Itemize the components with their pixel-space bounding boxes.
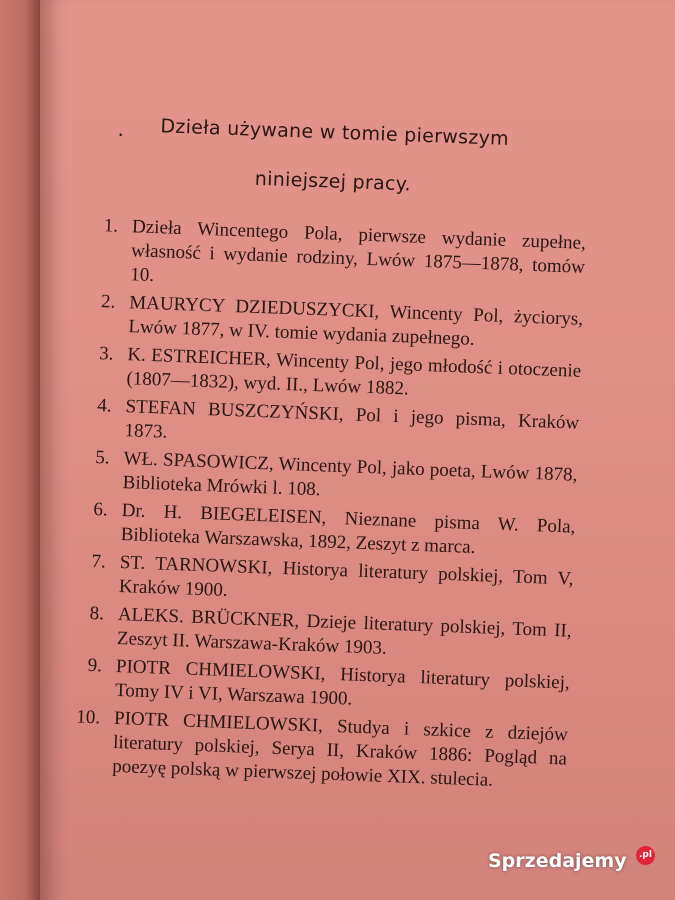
- entry-text: MAURYCY DZIEDUSZYCKI, Wincenty Pol, życiorys, Lwów 1877, w IV. tomie wydania zupełnego.: [128, 292, 584, 350]
- list-item: [66, 705, 568, 795]
- entry-text: Dr. H. BIEGELEISEN, Nieznane pisma W. Pola, Biblioteka Warszawska, 1892, Zeszyt z marca.: [120, 500, 576, 559]
- entry-text: ALEKS. BRÜCKNER, Dzieje literatury polskiej, Tom II, Zeszyt II. Warszawa-Kraków 1903.: [116, 603, 572, 659]
- watermark-brand: Sprzedajemy: [488, 850, 627, 872]
- entry-number: 1.: [103, 215, 119, 237]
- entry-number: 5.: [94, 447, 111, 469]
- entry-text: PIOTR CHMIELOWSKI, Studya i szkice z dziejów literatury polskiej, Serya II, Kraków 1886: Pogląd na poezyę polską w pierwszej połowie XIX. stulecia.: [111, 707, 569, 791]
- entry-number: 4.: [96, 395, 112, 417]
- entry-text: STEFAN BUSZCZYŃSKI, Pol i jego pisma, Kraków 1873.: [124, 396, 580, 443]
- heading-line-2: niniejszej pracy.: [254, 167, 412, 196]
- entry-number: 2.: [100, 291, 116, 313]
- entry-number: 10.: [75, 706, 101, 729]
- entry-text: K. ESTREICHER, Wincenty Pol, jego młodość i otoczenie (1807—1832), wyd. II., Lwów 1882.: [126, 344, 582, 400]
- heading-line-1: Dzieła używane w tomie pierwszym: [160, 115, 510, 150]
- watermark-logo: [488, 850, 652, 872]
- bibliography-list: [66, 214, 586, 800]
- entry-text: ST. TARNOWSKI, Historya literatury polskiej, Tom V, Kraków 1900.: [118, 552, 574, 601]
- entry-number: 3.: [98, 343, 114, 365]
- entry-text: Dzieła Wincentego Pola, pierwsze wydanie zupełne, własność i wydanie rodziny, Lwów 1875—1878, tomów 10.: [129, 216, 587, 287]
- entry-number: 6.: [93, 499, 109, 521]
- entry-text: WŁ. SPASOWICZ, Wincenty Pol, jako poeta, Lwów 1878, Biblioteka Mrówki l. 108.: [122, 448, 578, 501]
- entry-number: 9.: [87, 654, 103, 677]
- watermark-suffix-badge: .pl: [636, 846, 655, 865]
- entry-text: PIOTR CHMIELOWSKI, Historya literatury polskiej, Tomy IV i VI, Warszawa 1900.: [114, 655, 571, 710]
- list-item: [84, 214, 586, 304]
- entry-number: 7.: [91, 550, 107, 573]
- entry-number: 8.: [89, 602, 105, 625]
- ornament-dot: ·: [117, 122, 125, 147]
